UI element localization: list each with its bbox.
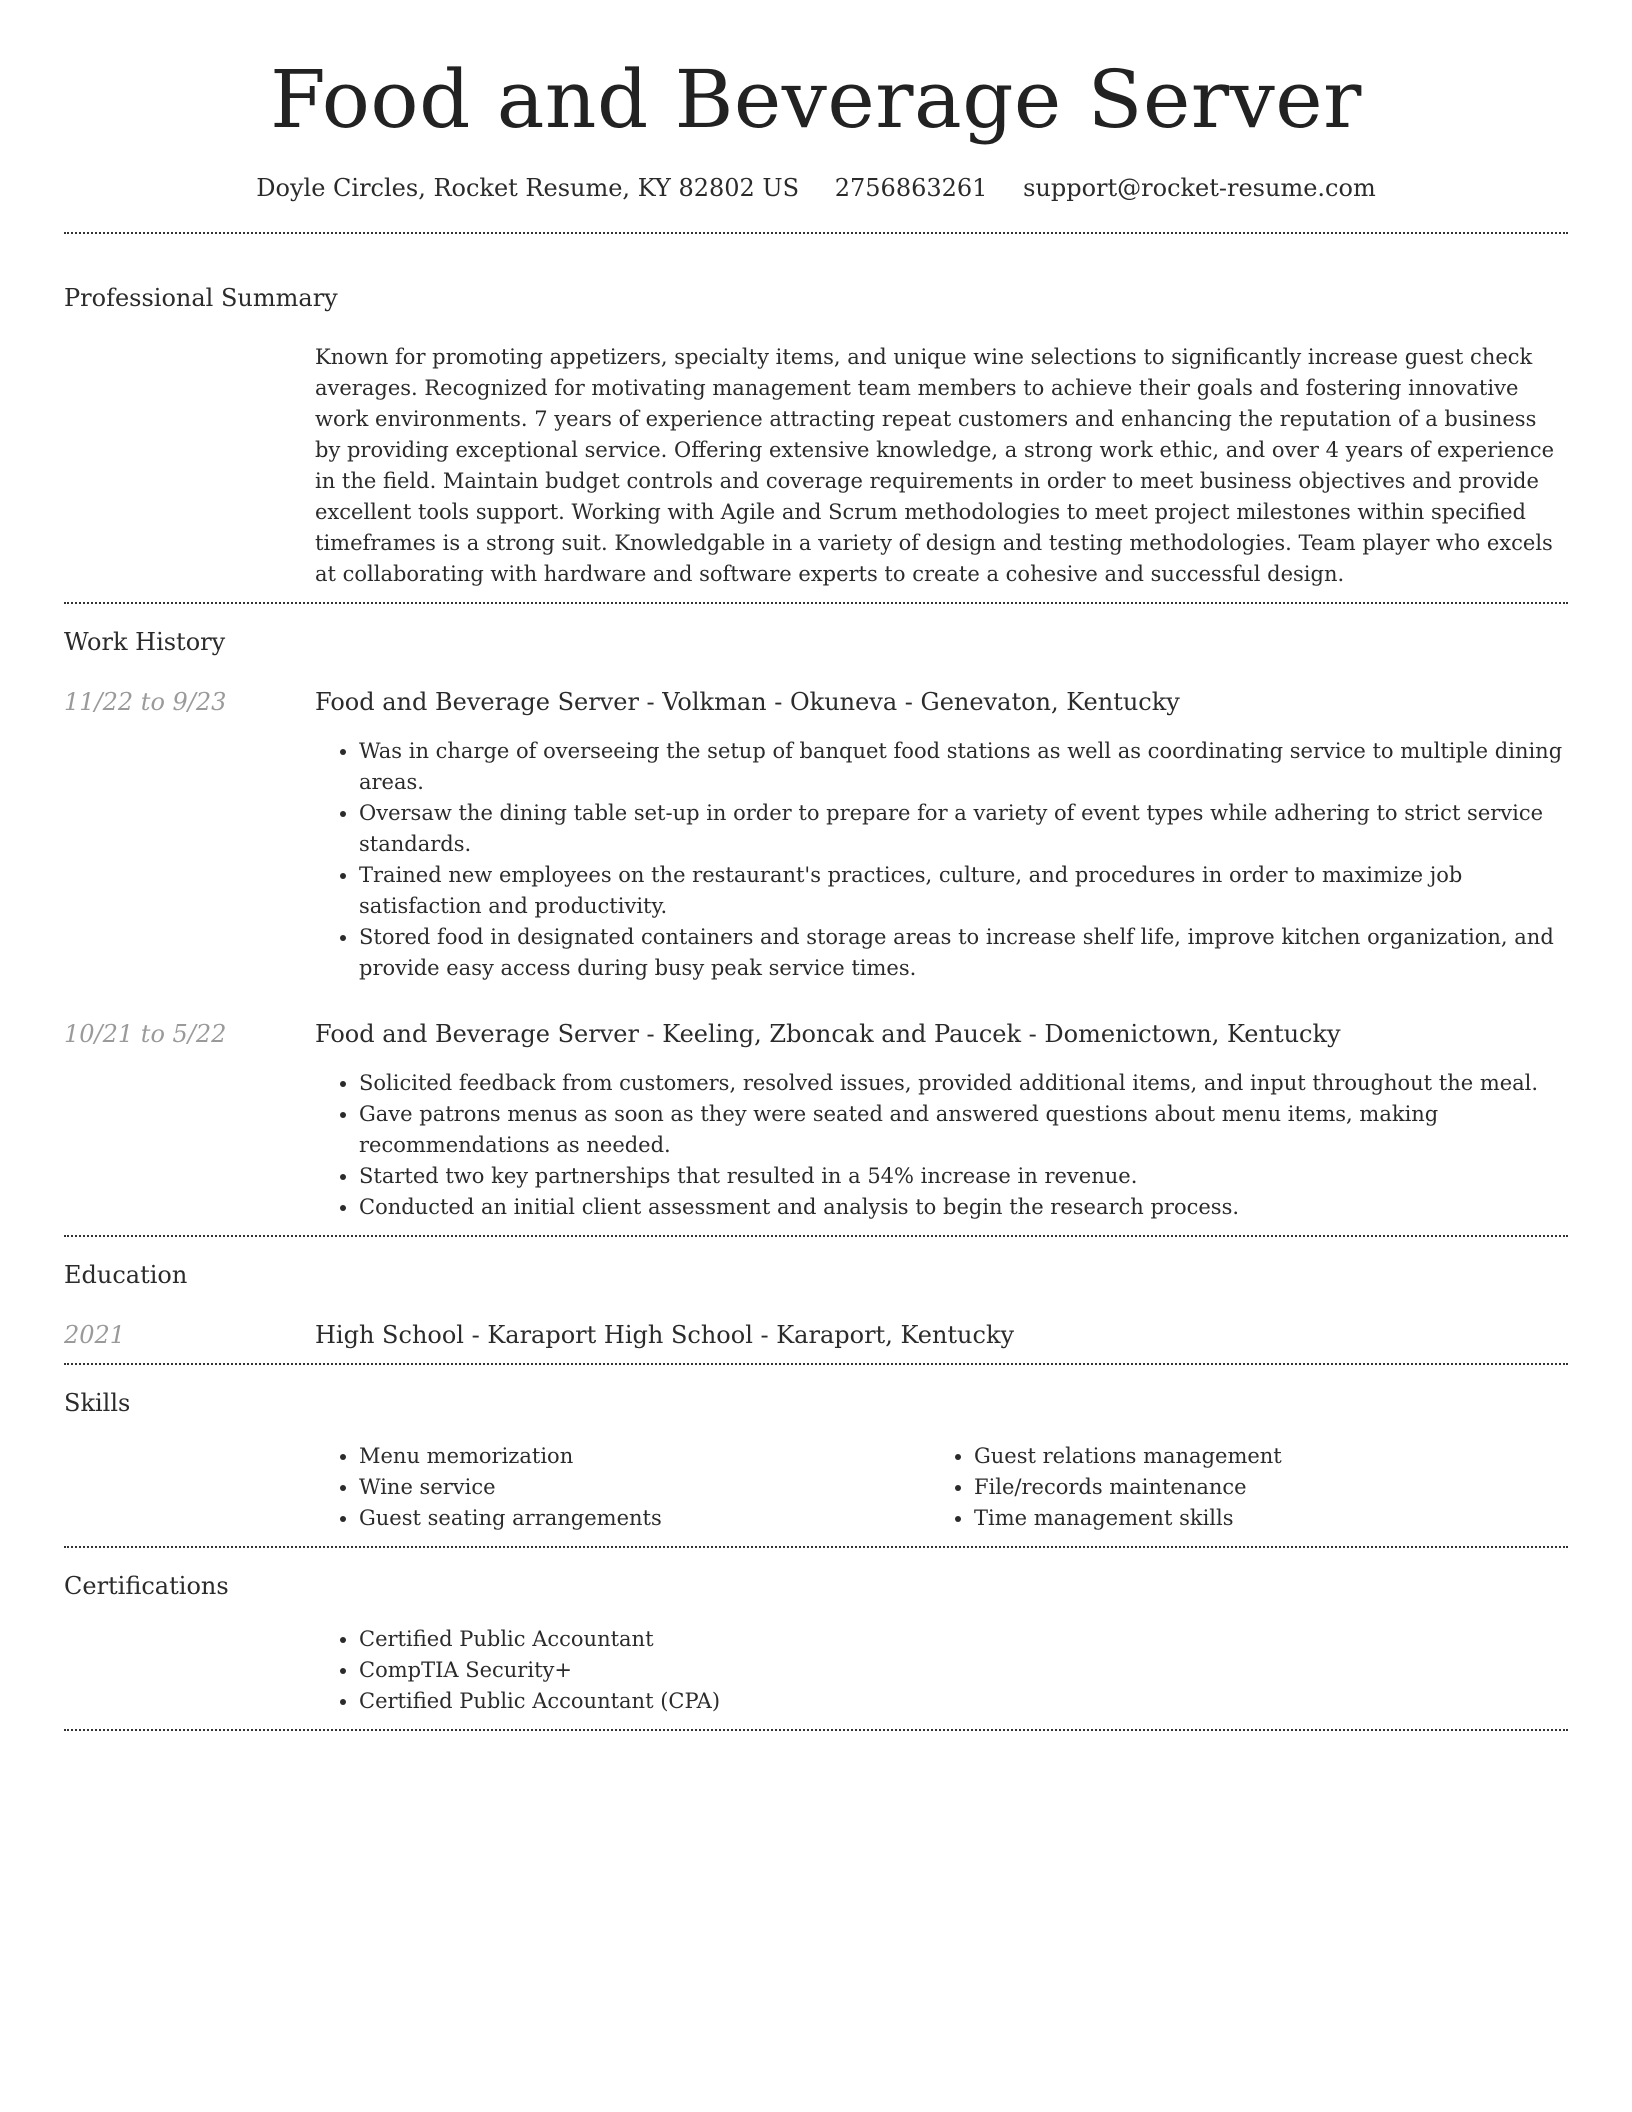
skill-item: • Menu memorization <box>359 1441 930 1472</box>
section-title-skills: Skills <box>64 1389 131 1417</box>
divider <box>64 1729 1568 1731</box>
job-bullet: • Started two key partnerships that resulted in a 54% increase in revenue. <box>359 1161 1568 1192</box>
section-title-certifications: Certifications <box>64 1572 229 1600</box>
job-bullets <box>315 736 1568 984</box>
certifications-list <box>315 1624 1568 1717</box>
section-title-education: Education <box>64 1261 188 1289</box>
certification-item: • CompTIA Security+ <box>359 1655 1568 1686</box>
job-bullets <box>315 1068 1568 1223</box>
skills-list-left <box>315 1441 930 1534</box>
skill-item: • Guest relations management <box>974 1441 1545 1472</box>
section-title-work: Work History <box>64 628 226 656</box>
skill-item: • File/records maintenance <box>974 1472 1545 1503</box>
skill-item: • Wine service <box>359 1472 930 1503</box>
work-history-section <box>64 604 1568 1235</box>
education-detail: High School - Karaport High School - Karaport, Kentucky <box>315 1321 1015 1349</box>
job-bullet: • Gave patrons menus as soon as they were seated and answered questions about menu items, making recommendations as needed. <box>359 1099 1568 1161</box>
skills-list-right <box>930 1441 1545 1534</box>
section-title-summary: Professional Summary <box>64 284 338 312</box>
skills-section <box>64 1365 1568 1546</box>
skill-item: • Guest seating arrangements <box>359 1503 930 1534</box>
job-bullet: • Oversaw the dining table set-up in order to prepare for a variety of event types while adhering to strict service standards. <box>359 798 1568 860</box>
job-dates: 11/22 to 9/23 <box>64 688 227 716</box>
job-bullet: • Conducted an initial client assessment and analysis to begin the research process. <box>359 1192 1568 1223</box>
job-dates: 10/21 to 5/22 <box>64 1020 227 1048</box>
contact-email: support@rocket-resume.com <box>1023 174 1376 202</box>
resume-name: Food and Beverage Server <box>270 53 1362 146</box>
job-title: Food and Beverage Server - Volkman - Okuneva - Genevaton, Kentucky <box>315 688 1180 716</box>
skill-item: • Time management skills <box>974 1503 1545 1534</box>
job-entry <box>64 686 1568 984</box>
job-entry <box>64 1018 1568 1223</box>
certification-item: • Certified Public Accountant <box>359 1624 1568 1655</box>
contact-line <box>64 174 1568 202</box>
job-title: Food and Beverage Server - Keeling, Zboncak and Paucek - Domenictown, Kentucky <box>315 1020 1341 1048</box>
contact-address: Doyle Circles, Rocket Resume, KY 82802 US <box>256 174 800 202</box>
contact-phone: 2756863261 <box>834 174 988 202</box>
summary-section <box>64 234 1568 602</box>
certification-item: • Certified Public Accountant (CPA) <box>359 1686 1568 1717</box>
education-entry <box>64 1319 1568 1351</box>
summary-text: Known for promoting appetizers, specialty items, and unique wine selections to significantly increase guest check averages. Recognized for motivating management team members to achieve their goals and fostering innovative work environments. 7 years of experience attracting repeat customers and enhancing the reputation of a business by providing exceptional service. Offering extensive knowledge, a strong work ethic, and over 4 years of experience in the field. Maintain budget controls and coverage requirements in order to meet business objectives and provide excellent tools support. Working with Agile and Scrum methodologies to meet project milestones within specified timeframes is a strong suit. Knowledgable in a variety of design and testing methodologies. Team player who excels at collaborating with hardware and software experts to create a cohesive and successful design. <box>315 345 1555 586</box>
education-year: 2021 <box>64 1321 126 1349</box>
job-bullet: • Stored food in designated containers and storage areas to increase shelf life, improve kitchen organization, and provide easy access during busy peak service times. <box>359 922 1568 984</box>
job-bullet: • Trained new employees on the restaurant's practices, culture, and procedures in order to maximize job satisfaction and productivity. <box>359 860 1568 922</box>
job-bullet: • Was in charge of overseeing the setup of banquet food stations as well as coordinating service to multiple dining areas. <box>359 736 1568 798</box>
education-section <box>64 1237 1568 1363</box>
job-bullet: • Solicited feedback from customers, resolved issues, provided additional items, and input throughout the meal. <box>359 1068 1568 1099</box>
certifications-section <box>64 1548 1568 1729</box>
